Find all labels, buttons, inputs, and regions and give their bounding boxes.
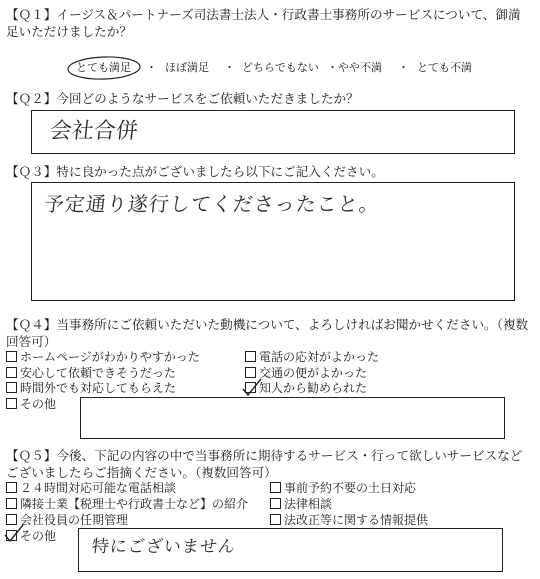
q4-label-referral: 知人から勧められた xyxy=(259,381,368,395)
checkbox-square xyxy=(270,514,281,525)
q1-option-neutral: どちらでもない xyxy=(242,61,319,74)
q4-label-other: その他 xyxy=(20,397,57,411)
q4-heading-line1: 【Ｑ４】当事務所にご依頼いただいた動機について、よろしければお聞かせください。（複数 xyxy=(6,317,529,332)
q4-checkbox-other xyxy=(6,397,56,411)
checkbox-square xyxy=(270,482,281,493)
checkbox-square xyxy=(245,367,256,378)
q3-answer-handwriting: 予定通り遂行してくださったこと。 xyxy=(42,192,382,216)
q5-other-check-mark xyxy=(3,524,25,544)
q1-option-mostly-satisfied: ほぼ満足 xyxy=(165,61,209,74)
q4-checkbox-after-hours xyxy=(6,381,176,395)
q4-heading-line2: 回答可） xyxy=(6,334,57,349)
q4-checkbox-homepage xyxy=(6,350,200,364)
q5-other-answer-handwriting: 特にございません xyxy=(90,537,237,557)
q5-heading-line2: ございましたらご指摘ください。（複数回答可） xyxy=(6,465,277,480)
checkbox-square xyxy=(270,498,281,509)
checkbox-square xyxy=(245,351,256,362)
q1-separator-4: ・ xyxy=(398,61,409,74)
checkbox-square xyxy=(6,382,17,393)
q5-label-officer-term: 会社役員の任期管理 xyxy=(20,513,129,527)
q5-checkbox-weekend xyxy=(270,481,416,495)
q5-heading-line1: 【Ｑ５】今後、下記の内容の中で当事務所に期待するサービス・行って欲しいサービスなど xyxy=(6,448,523,463)
q1-separator-2: ・ xyxy=(224,61,235,74)
q5-label-legal-consult: 法律相談 xyxy=(284,497,333,511)
q1-option-very-satisfied: とても満足 xyxy=(76,61,131,74)
q4-checkbox-referral xyxy=(245,381,367,395)
q5-checkbox-law-updates xyxy=(270,513,428,527)
checkbox-square xyxy=(6,482,17,493)
q4-label-homepage: ホームページがわかりやすかった xyxy=(20,350,200,364)
q2-answer-handwriting: 会社合併 xyxy=(48,119,140,144)
q5-label-referral-service: 隣接士業【税理士や行政書士など】の紹介 xyxy=(20,497,249,511)
q1-option-somewhat-unsatisfied: ・やや不満 xyxy=(327,61,382,74)
q4-checkbox-reliable xyxy=(6,366,176,380)
q4-referral-check-mark xyxy=(241,378,263,398)
checkbox-square xyxy=(6,498,17,509)
q5-checkbox-24h-phone xyxy=(6,481,176,495)
q5-label-weekend: 事前予約不要の土日対応 xyxy=(284,481,417,495)
checkbox-square xyxy=(6,351,17,362)
q1-heading-line2: 足いただけましたか？ xyxy=(6,24,132,39)
q4-other-answer-box xyxy=(80,397,505,439)
q4-label-phone: 電話の応対がよかった xyxy=(259,350,380,364)
q4-checkbox-phone xyxy=(245,350,379,364)
q4-label-reliable: 安心して依頼できそうだった xyxy=(20,366,177,380)
checkbox-square xyxy=(6,367,17,378)
q1-heading-line1: 【Ｑ１】イージス＆パートナーズ司法書士法人・行政書士事務所のサービスについて、御満 xyxy=(6,7,521,22)
q5-label-law-updates: 法改正等に関する情報提供 xyxy=(284,513,429,527)
q5-checkbox-referral-service xyxy=(6,497,248,511)
q1-option-very-unsatisfied: とても不満 xyxy=(417,61,472,74)
q2-heading: 【Ｑ２】今回どのようなサービスをご依頼いただきましたか？ xyxy=(6,91,359,106)
q1-separator-1: ・ xyxy=(146,61,157,74)
q1-circle-mark xyxy=(66,54,144,82)
q4-checkbox-access xyxy=(245,366,367,380)
q5-label-24h-phone: ２４時間対応可能な電話相談 xyxy=(20,481,177,495)
checkbox-square xyxy=(6,398,17,409)
q4-label-after-hours: 時間外でも対応してもらえた xyxy=(20,381,177,395)
q5-checkbox-legal-consult xyxy=(270,497,332,511)
q4-label-access: 交通の便がよかった xyxy=(259,366,368,380)
q3-heading: 【Ｑ３】特に良かった点がございましたら以下にご記入ください。 xyxy=(6,164,384,179)
q5-label-other: その他 xyxy=(20,529,57,543)
